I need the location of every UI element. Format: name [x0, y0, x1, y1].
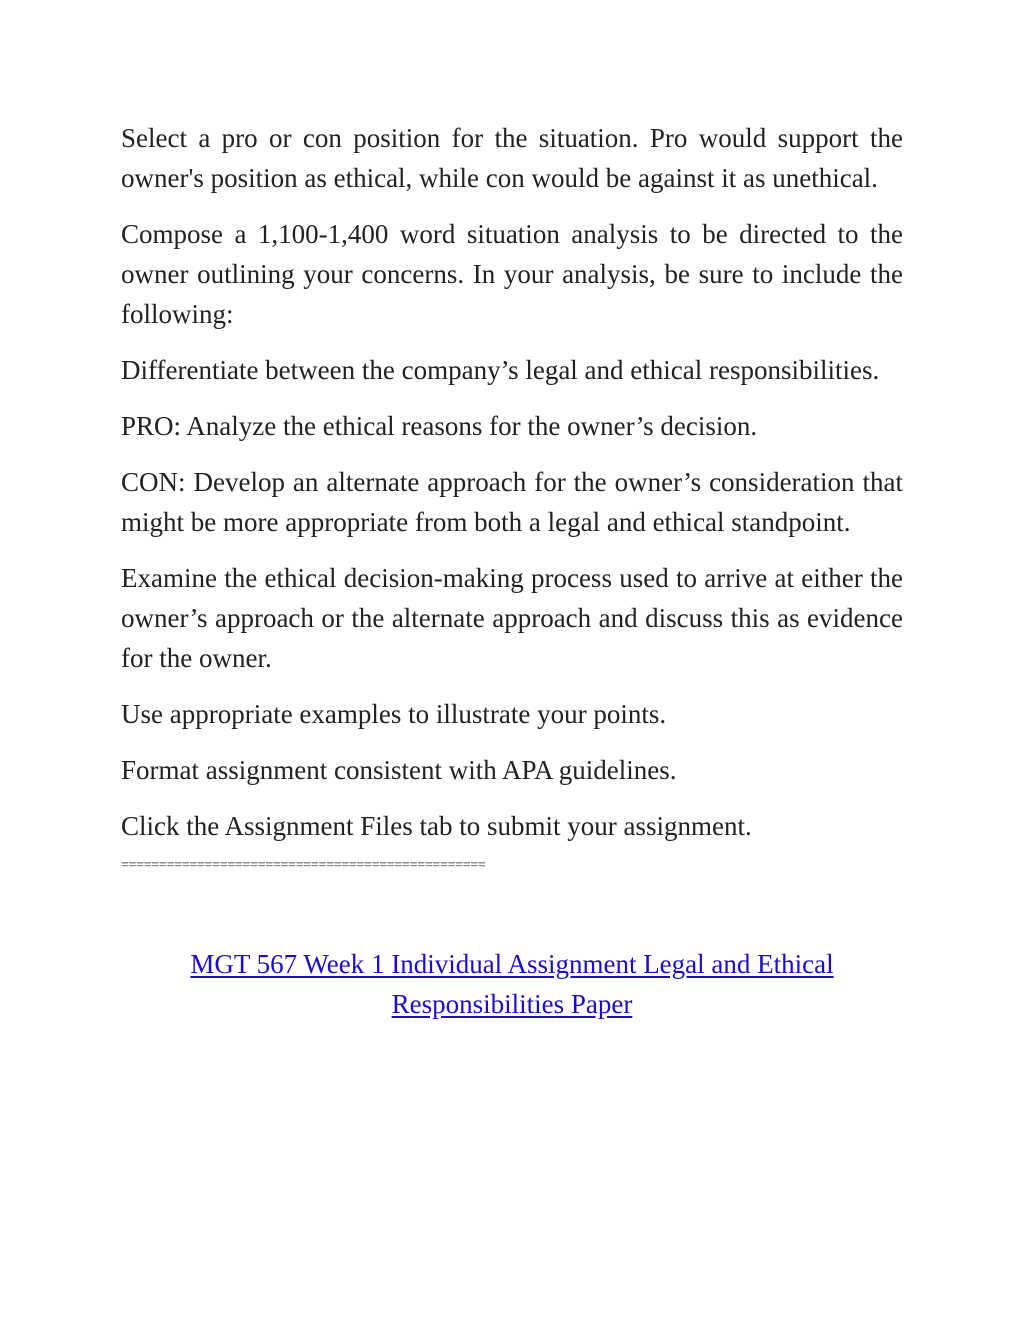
paragraph-compose-analysis: Compose a 1,100-1,400 word situation analysis to be directed to the owner outlining your concerns. In your analysis, be sure to include the following:	[121, 219, 903, 329]
assignment-link[interactable]: MGT 567 Week 1 Individual Assignment Legal and Ethical Responsibilities Paper	[190, 949, 834, 1019]
separator-line: ================================================	[121, 858, 486, 873]
link-container	[121, 944, 903, 1024]
paragraph-examine: Examine the ethical decision-making process used to arrive at either the owner’s approach or the alternate approach and discuss this as evidence for the owner.	[121, 563, 903, 673]
paragraph-con: CON: Develop an alternate approach for the owner’s consideration that might be more appropriate from both a legal and ethical standpoint.	[121, 467, 903, 537]
paragraph-examples: Use appropriate examples to illustrate your points.	[121, 699, 667, 729]
paragraph-format: Format assignment consistent with APA guidelines.	[121, 755, 677, 785]
document-page	[121, 118, 903, 1024]
paragraph-differentiate: Differentiate between the company’s legal and ethical responsibilities.	[121, 355, 880, 385]
paragraph-position-select: Select a pro or con position for the situation. Pro would support the owner's position as ethical, while con would be against it as unethical.	[121, 123, 903, 193]
paragraph-pro: PRO: Analyze the ethical reasons for the owner’s decision.	[121, 411, 758, 441]
paragraph-submit: Click the Assignment Files tab to submit your assignment.	[121, 811, 752, 841]
